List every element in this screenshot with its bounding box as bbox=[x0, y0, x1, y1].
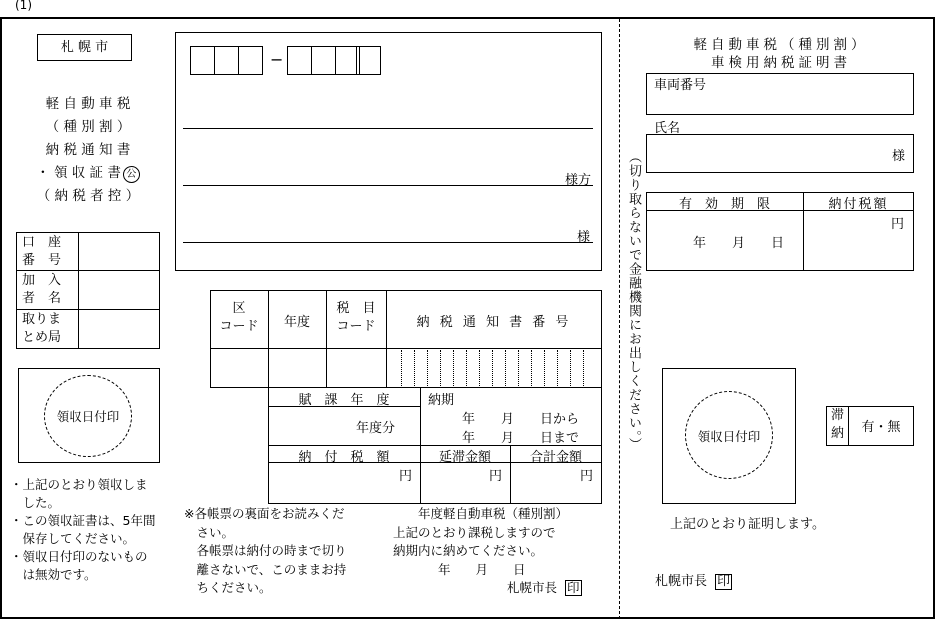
delinquency-label: 滞 納 bbox=[830, 408, 844, 441]
postal-digit bbox=[238, 46, 263, 75]
yen-unit: 円 bbox=[489, 469, 503, 484]
maru-ko-mark: 公 bbox=[123, 166, 140, 183]
paid-tax-header: 納付税額 bbox=[828, 197, 889, 212]
official-seal: 印 bbox=[717, 574, 731, 589]
due-period-header: 納期 bbox=[428, 393, 455, 408]
validity-date: 年 月 日 bbox=[693, 236, 785, 251]
delinquency-amount-header: 延滞金額 bbox=[438, 450, 491, 465]
name-label: 氏名 bbox=[654, 121, 681, 136]
city-label-box bbox=[37, 34, 132, 61]
instructions-note: ※各帳票の裏面をお読みくだ さい。 各帳票は納付の時まで切り 離さないで、このままお持 ちください。 bbox=[184, 506, 347, 595]
name-line bbox=[183, 242, 593, 243]
collecting-office-label: 取りま とめ局 bbox=[22, 312, 62, 345]
postal-digit bbox=[356, 46, 381, 75]
postal-digit bbox=[214, 46, 239, 75]
total-amount-header: 合計金額 bbox=[529, 450, 582, 465]
address-line bbox=[183, 128, 593, 129]
sama-label: 様 bbox=[577, 230, 591, 245]
mayor-signature-right: 札幌市長 印 bbox=[655, 574, 731, 589]
city-label: 札 幌 市 bbox=[60, 40, 109, 55]
official-seal: 印 bbox=[567, 580, 580, 595]
notice-title-line: 軽 自 動 車 税 bbox=[45, 96, 131, 112]
notice-title-line: （ 種 別 割 ） bbox=[45, 119, 131, 135]
validity-header: 有 効 期 限 bbox=[678, 197, 770, 212]
postal-digit bbox=[287, 46, 312, 75]
payment-amount-header: 納 付 税 額 bbox=[298, 450, 390, 465]
subscriber-name-label: 加 入 者 名 bbox=[22, 273, 62, 306]
due-from-line: 年 月 日から bbox=[462, 412, 580, 427]
separator-line bbox=[619, 19, 620, 619]
certify-statement: 上記のとおり証明します。 bbox=[670, 517, 825, 532]
postal-dash: − bbox=[270, 50, 284, 69]
ward-code-header: 区 コード bbox=[219, 301, 259, 334]
postal-digit bbox=[190, 46, 215, 75]
sama-label-right: 様 bbox=[892, 149, 906, 164]
yen-unit: 円 bbox=[580, 469, 594, 484]
notice-number-header: 納 税 通 知 書 番 号 bbox=[416, 315, 572, 330]
sama-kata-label: 様方 bbox=[565, 173, 592, 188]
yes-no-option: 有・無 bbox=[861, 420, 901, 435]
fiscal-year-header: 年度 bbox=[283, 315, 310, 330]
assessment-year-header: 賦 課 年 度 bbox=[298, 393, 390, 408]
name-box bbox=[646, 134, 914, 173]
notice-title-line: （ 納 税 者 控 ） bbox=[36, 188, 140, 204]
mayor-signature: 札幌市長 印 bbox=[507, 580, 580, 595]
notice-title-line: 納 税 通 知 書 bbox=[45, 142, 131, 158]
due-to-line: 年 月 日まで bbox=[462, 431, 580, 446]
yen-unit: 円 bbox=[399, 469, 413, 484]
tax-statement: 年度軽自動車税（種別割） 上記のとおり課税しますので 納期内に納めてください。 年 月 日 bbox=[393, 506, 569, 577]
year-portion-label: 年度分 bbox=[356, 421, 396, 436]
separator-instruction: （切り取らないで金融機関にお出しください。） bbox=[626, 150, 641, 452]
receipt-stamp-label: 領収日付印 bbox=[56, 409, 120, 424]
yen-unit: 円 bbox=[891, 217, 905, 232]
certificate-title: 軽自動車税（種別割） 車検用納税証明書 bbox=[693, 37, 869, 71]
vehicle-number-label: 車両番号 bbox=[654, 78, 707, 93]
care-of-line bbox=[183, 185, 593, 186]
account-number-label: 口 座 番 号 bbox=[22, 235, 62, 268]
left-notes: ・上記のとおり領収しま した。 ・この領収証書は、5年間 保存してください。 ・領収日付印のないもの は無効です。 bbox=[10, 477, 156, 582]
postal-digit bbox=[311, 46, 336, 75]
tax-item-code-header: 税 目 コード bbox=[336, 301, 376, 334]
receipt-stamp-label: 領収日付印 bbox=[697, 429, 761, 444]
notice-title bbox=[18, 93, 158, 208]
page-number: (1) bbox=[15, 0, 32, 12]
notice-title-line: ・ 領 収 証 書 公 bbox=[18, 162, 158, 185]
